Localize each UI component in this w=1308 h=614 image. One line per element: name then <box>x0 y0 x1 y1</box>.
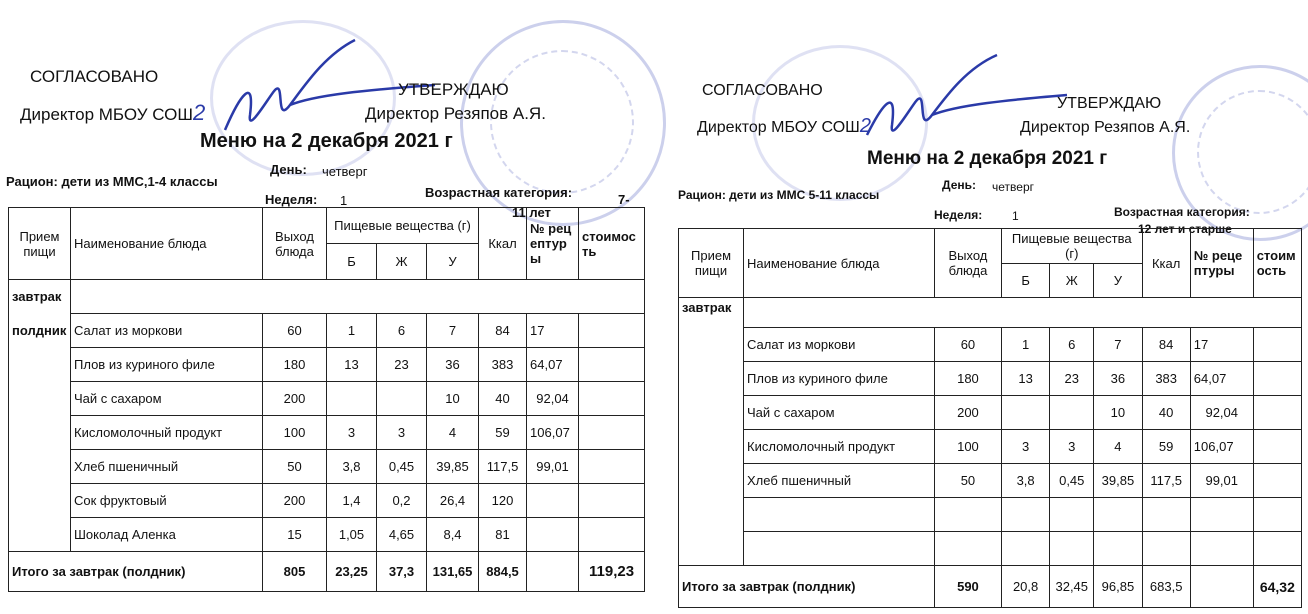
ration-label: Рацион: дети из ММС,1-4 классы <box>6 174 218 189</box>
director-school-line <box>697 115 871 138</box>
total-fat: 32,45 <box>1050 566 1094 608</box>
dish-carbs: 39,85 <box>1094 464 1142 498</box>
dish-fat <box>377 382 427 416</box>
dish-fat: 0,45 <box>1050 464 1094 498</box>
director-school-label: Директор МБОУ СОШ <box>20 105 193 124</box>
dish-carbs: 8,4 <box>427 518 479 552</box>
dish-name: Салат из моркови <box>71 314 263 348</box>
dish-cost <box>1253 464 1301 498</box>
total-cost: 64,32 <box>1253 566 1301 608</box>
header-dish: Наименование блюда <box>71 208 263 280</box>
dish-kcal: 383 <box>479 348 527 382</box>
total-protein: 20,8 <box>1002 566 1050 608</box>
dish-name <box>744 532 935 566</box>
total-yield: 590 <box>934 566 1001 608</box>
total-label: Итого за завтрак (полдник) <box>9 552 263 592</box>
dish-yield: 50 <box>263 450 327 484</box>
dish-cost <box>579 450 645 484</box>
school-number-handwritten: 2 <box>859 115 871 137</box>
dish-yield: 200 <box>263 382 327 416</box>
dish-recipe: 106,07 <box>527 416 579 450</box>
ration-label: Рацион: дети из ММС 5-11 классы <box>678 188 880 202</box>
dish-carbs: 39,85 <box>427 450 479 484</box>
dish-kcal: 117,5 <box>479 450 527 484</box>
day-value: четверг <box>992 180 1034 194</box>
table-row <box>9 314 645 348</box>
header-yield: Выход блюда <box>934 229 1001 298</box>
week-value: 1 <box>1012 209 1019 223</box>
dish-recipe: 99,01 <box>527 450 579 484</box>
age-category-value-start: 7- <box>618 192 630 207</box>
dish-protein: 1,05 <box>327 518 377 552</box>
menu-table <box>678 228 1302 608</box>
dish-cost <box>579 484 645 518</box>
dish-fat: 6 <box>377 314 427 348</box>
dish-protein <box>1002 498 1050 532</box>
table-row <box>9 484 645 518</box>
header-yield: Выход блюда <box>263 208 327 280</box>
table-header-row <box>679 229 1302 264</box>
header-cost: стоимость <box>579 208 645 280</box>
total-row <box>9 552 645 592</box>
table-row <box>679 498 1302 532</box>
menu-title: Меню на 2 декабря 2021 г <box>867 148 1108 169</box>
dish-cost <box>1253 362 1301 396</box>
dish-fat <box>1050 396 1094 430</box>
table-row <box>9 450 645 484</box>
director-school-line <box>20 100 205 126</box>
total-kcal: 884,5 <box>479 552 527 592</box>
meal-breakfast-row <box>9 280 645 314</box>
dish-cost <box>1253 396 1301 430</box>
dish-yield: 200 <box>263 484 327 518</box>
dish-carbs: 7 <box>1094 328 1142 362</box>
header-protein: Б <box>1002 264 1050 298</box>
meal-breakfast-row <box>679 298 1302 328</box>
meal-breakfast-label: завтрак <box>9 280 71 314</box>
dish-name: Салат из моркови <box>744 328 935 362</box>
dish-recipe: 17 <box>1190 328 1253 362</box>
dish-fat <box>1050 532 1094 566</box>
dish-kcal: 40 <box>1142 396 1190 430</box>
total-fat: 37,3 <box>377 552 427 592</box>
dish-kcal: 84 <box>1142 328 1190 362</box>
dish-fat: 6 <box>1050 328 1094 362</box>
dish-protein: 3,8 <box>1002 464 1050 498</box>
dish-name: Кисломолочный продукт <box>71 416 263 450</box>
dish-recipe <box>1190 498 1253 532</box>
dish-fat: 3 <box>377 416 427 450</box>
dish-recipe <box>527 518 579 552</box>
menu-title: Меню на 2 декабря 2021 г <box>200 130 453 152</box>
dish-carbs: 4 <box>1094 430 1142 464</box>
dish-cost <box>1253 498 1301 532</box>
dish-fat: 0,45 <box>377 450 427 484</box>
menu-sheet-grades-1-4 <box>0 0 650 614</box>
dish-yield: 100 <box>263 416 327 450</box>
total-carbs: 131,65 <box>427 552 479 592</box>
dish-name: Плов из куриного филе <box>71 348 263 382</box>
dish-name: Сок фруктовый <box>71 484 263 518</box>
total-yield: 805 <box>263 552 327 592</box>
week-value: 1 <box>340 193 348 208</box>
dish-carbs <box>1094 498 1142 532</box>
dish-protein: 3,8 <box>327 450 377 484</box>
dish-cost <box>579 382 645 416</box>
dish-kcal <box>1142 498 1190 532</box>
dish-protein: 1 <box>1002 328 1050 362</box>
director-school-label: Директор МБОУ СОШ <box>697 119 860 136</box>
total-recipe <box>1190 566 1253 608</box>
dish-recipe: 92,04 <box>1190 396 1253 430</box>
header-cost: стоимость <box>1253 229 1301 298</box>
table-row <box>9 382 645 416</box>
header-recipe: № рецептуры <box>1190 229 1253 298</box>
table-row <box>9 416 645 450</box>
dish-carbs <box>1094 532 1142 566</box>
dish-yield: 180 <box>934 362 1001 396</box>
dish-protein: 3 <box>327 416 377 450</box>
dish-recipe: 64,07 <box>1190 362 1253 396</box>
dish-kcal: 120 <box>479 484 527 518</box>
dish-recipe: 17 <box>527 314 579 348</box>
dish-cost <box>579 518 645 552</box>
age-category-label: Возрастная категория: <box>425 185 573 200</box>
approved-label: СОГЛАСОВАНО <box>30 67 159 86</box>
header-fat: Ж <box>1050 264 1094 298</box>
header-nutrients: Пищевые вещества (г) <box>327 208 479 244</box>
header-kcal: Ккал <box>1142 229 1190 298</box>
dish-recipe: 64,07 <box>527 348 579 382</box>
age-category-label: Возрастная категория: <box>1114 205 1250 219</box>
school-number-handwritten: 2 <box>192 100 206 125</box>
header-nutrients: Пищевые вещества (г) <box>1002 229 1143 264</box>
dish-name: Хлеб пшеничный <box>744 464 935 498</box>
dish-kcal <box>1142 532 1190 566</box>
dish-protein: 13 <box>327 348 377 382</box>
table-row <box>679 532 1302 566</box>
dish-recipe <box>527 484 579 518</box>
day-label: День: <box>270 162 307 177</box>
director-name: Директор Резяпов А.Я. <box>1020 119 1191 136</box>
table-row <box>679 362 1302 396</box>
dish-fat: 0,2 <box>377 484 427 518</box>
dish-name: Чай с сахаром <box>71 382 263 416</box>
table-row <box>679 396 1302 430</box>
dish-cost <box>1253 328 1301 362</box>
dish-recipe: 99,01 <box>1190 464 1253 498</box>
menu-table <box>8 207 645 592</box>
dish-yield: 15 <box>263 518 327 552</box>
dish-kcal: 59 <box>479 416 527 450</box>
dish-protein <box>1002 532 1050 566</box>
header-fat: Ж <box>377 244 427 280</box>
dish-carbs: 36 <box>427 348 479 382</box>
dish-fat <box>1050 498 1094 532</box>
table-row <box>9 348 645 382</box>
age-category-value-end: 11 лет <box>512 205 551 220</box>
dish-name <box>744 498 935 532</box>
dish-recipe: 106,07 <box>1190 430 1253 464</box>
dish-name: Чай с сахаром <box>744 396 935 430</box>
header-protein: Б <box>327 244 377 280</box>
dish-fat: 23 <box>1050 362 1094 396</box>
header-kcal: Ккал <box>479 208 527 280</box>
total-protein: 23,25 <box>327 552 377 592</box>
dish-carbs: 26,4 <box>427 484 479 518</box>
dish-yield: 60 <box>934 328 1001 362</box>
table-row <box>679 464 1302 498</box>
dish-kcal: 383 <box>1142 362 1190 396</box>
total-kcal: 683,5 <box>1142 566 1190 608</box>
header-meal: Прием пищи <box>9 208 71 280</box>
header-recipe: № рецептуры <box>527 208 579 280</box>
dish-carbs: 4 <box>427 416 479 450</box>
dish-name: Шоколад Аленка <box>71 518 263 552</box>
director-name: Директор Резяпов А.Я. <box>365 104 546 123</box>
dish-kcal: 59 <box>1142 430 1190 464</box>
table-row <box>679 328 1302 362</box>
dish-name: Кисломолочный продукт <box>744 430 935 464</box>
dish-cost <box>1253 430 1301 464</box>
dish-protein <box>327 382 377 416</box>
confirm-label: УТВЕРЖДАЮ <box>398 80 509 99</box>
dish-recipe: 92,04 <box>527 382 579 416</box>
table-row <box>679 430 1302 464</box>
approved-label: СОГЛАСОВАНО <box>702 82 823 99</box>
week-label: Неделя: <box>265 192 318 207</box>
dish-carbs: 36 <box>1094 362 1142 396</box>
dish-fat: 23 <box>377 348 427 382</box>
dish-carbs: 10 <box>427 382 479 416</box>
total-label: Итого за завтрак (полдник) <box>679 566 935 608</box>
dish-carbs: 7 <box>427 314 479 348</box>
total-recipe <box>527 552 579 592</box>
dish-protein: 1 <box>327 314 377 348</box>
total-carbs: 96,85 <box>1094 566 1142 608</box>
day-label: День: <box>942 178 976 192</box>
age-category-value: 12 лет и старше <box>1138 222 1232 236</box>
dish-protein: 1,4 <box>327 484 377 518</box>
meal-breakfast-label: завтрак <box>679 298 744 328</box>
dish-cost <box>579 416 645 450</box>
dish-kcal: 117,5 <box>1142 464 1190 498</box>
meal-snack-label: полдник <box>9 314 71 348</box>
day-value: четверг <box>322 164 368 179</box>
dish-protein <box>1002 396 1050 430</box>
dish-yield: 50 <box>934 464 1001 498</box>
dish-fat: 3 <box>1050 430 1094 464</box>
header-carbs: У <box>427 244 479 280</box>
dish-kcal: 40 <box>479 382 527 416</box>
dish-yield <box>934 532 1001 566</box>
header-dish: Наименование блюда <box>744 229 935 298</box>
dish-yield: 180 <box>263 348 327 382</box>
dish-kcal: 84 <box>479 314 527 348</box>
header-meal: Прием пищи <box>679 229 744 298</box>
dish-yield: 60 <box>263 314 327 348</box>
total-row <box>679 566 1302 608</box>
dish-recipe <box>1190 532 1253 566</box>
dish-protein: 3 <box>1002 430 1050 464</box>
week-label: Неделя: <box>934 208 983 222</box>
total-cost: 119,23 <box>579 552 645 592</box>
confirm-label: УТВЕРЖДАЮ <box>1057 95 1162 112</box>
dish-name: Хлеб пшеничный <box>71 450 263 484</box>
dish-yield <box>934 498 1001 532</box>
dish-yield: 100 <box>934 430 1001 464</box>
header-carbs: У <box>1094 264 1142 298</box>
director-signature <box>857 50 1077 160</box>
dish-carbs: 10 <box>1094 396 1142 430</box>
dish-protein: 13 <box>1002 362 1050 396</box>
dish-cost <box>1253 532 1301 566</box>
dish-cost <box>579 348 645 382</box>
dish-name: Плов из куриного филе <box>744 362 935 396</box>
dish-fat: 4,65 <box>377 518 427 552</box>
menu-sheet-grades-5-11 <box>672 0 1308 614</box>
dish-yield: 200 <box>934 396 1001 430</box>
dish-cost <box>579 314 645 348</box>
table-row <box>9 518 645 552</box>
table-header-row <box>9 208 645 244</box>
dish-kcal: 81 <box>479 518 527 552</box>
